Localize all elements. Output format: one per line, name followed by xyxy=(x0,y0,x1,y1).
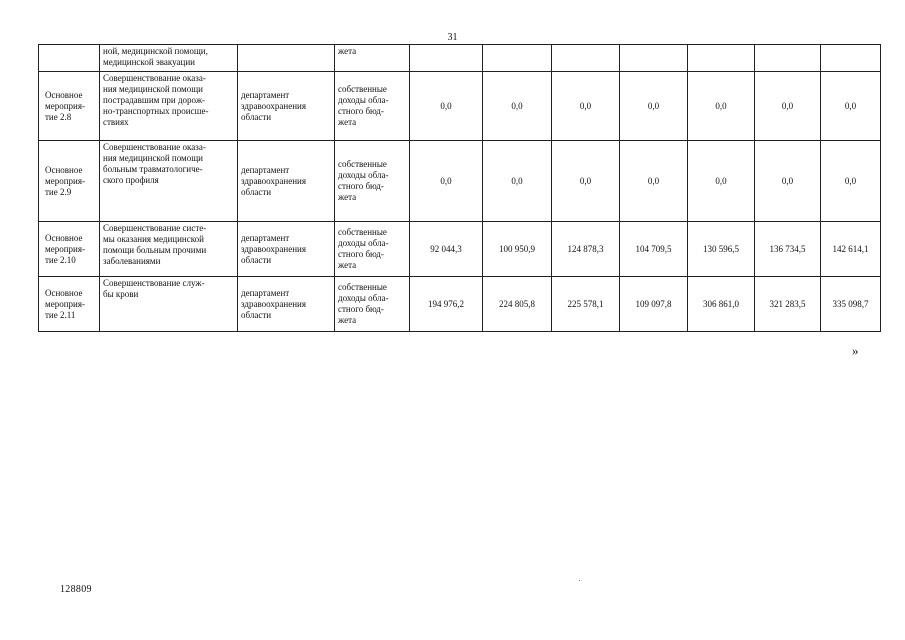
table-body xyxy=(39,45,881,332)
text-line: тие 2.11 xyxy=(45,309,76,320)
text-line: здравоохранения xyxy=(241,100,307,111)
cell-lines xyxy=(241,288,331,321)
text-line: жета xyxy=(338,46,357,56)
table-row xyxy=(39,141,881,222)
text-line: мероприя- xyxy=(45,100,85,111)
value-cell xyxy=(688,45,755,72)
text-line: здравоохранения xyxy=(241,298,307,309)
value-cell: 0,0 xyxy=(821,72,881,141)
code-cell xyxy=(39,141,100,222)
value-cell: 124 878,3 xyxy=(552,222,620,277)
code-cell xyxy=(39,277,100,332)
funding-source-cell xyxy=(335,45,410,72)
value-cell: 0,0 xyxy=(410,72,483,141)
cell-lines xyxy=(103,223,234,267)
value-cell: 306 861,0 xyxy=(688,277,755,332)
text-line: стного бюд- xyxy=(338,249,384,259)
text-line: тие 2.10 xyxy=(45,254,76,265)
value-cell: 224 805,8 xyxy=(483,277,552,332)
measure-name-cell xyxy=(100,222,238,277)
measure-name-cell xyxy=(100,72,238,141)
value-cell: 92 044,3 xyxy=(410,222,483,277)
cell-lines xyxy=(338,227,406,271)
executor-cell xyxy=(238,277,335,332)
text-line: медицинской эвакуации xyxy=(103,57,195,67)
cell-lines xyxy=(45,165,96,198)
value-cell: 130 596,5 xyxy=(688,222,755,277)
text-line: собственные xyxy=(338,84,387,94)
text-line: здравоохранения xyxy=(241,243,307,254)
table-row xyxy=(39,277,881,332)
value-cell: 0,0 xyxy=(688,141,755,222)
text-line: бы крови xyxy=(103,289,139,299)
text-line: доходы обла- xyxy=(338,95,389,105)
text-line: доходы обла- xyxy=(338,170,389,180)
value-cell: 0,0 xyxy=(552,141,620,222)
text-line: жета xyxy=(338,260,357,270)
value-cell xyxy=(755,45,821,72)
value-cell xyxy=(821,45,881,72)
cell-lines xyxy=(241,90,331,123)
text-line: помощи больным прочими xyxy=(103,245,207,255)
text-line: больным травматологиче- xyxy=(103,164,203,174)
executor-cell xyxy=(238,141,335,222)
cell-lines xyxy=(45,90,96,123)
text-line: мероприя- xyxy=(45,175,85,186)
text-line: ния медицинской помощи xyxy=(103,153,204,163)
text-line: жета xyxy=(338,192,357,202)
value-cell: 0,0 xyxy=(410,141,483,222)
value-cell: 136 734,5 xyxy=(755,222,821,277)
measure-name-cell xyxy=(100,141,238,222)
text-line: Основное xyxy=(45,164,83,175)
text-line: Основное xyxy=(45,232,83,243)
funding-source-cell xyxy=(335,141,410,222)
page-number: 31 xyxy=(447,32,458,43)
text-line: области xyxy=(241,186,272,197)
text-line: собственные xyxy=(338,282,387,292)
text-line: жета xyxy=(338,315,357,325)
text-line: собственные xyxy=(338,159,387,169)
value-cell: 0,0 xyxy=(552,72,620,141)
code-cell xyxy=(39,222,100,277)
funding-source-cell xyxy=(335,277,410,332)
funding-source-cell xyxy=(335,72,410,141)
text-line: Совершенствование оказа- xyxy=(103,73,206,83)
value-cell: 100 950,9 xyxy=(483,222,552,277)
value-cell xyxy=(483,45,552,72)
text-line: Совершенствование служ- xyxy=(103,278,205,288)
value-cell xyxy=(552,45,620,72)
closing-quote: » xyxy=(852,343,859,358)
text-line: Основное xyxy=(45,89,83,100)
executor-cell xyxy=(238,72,335,141)
cell-lines xyxy=(338,159,406,203)
value-cell: 0,0 xyxy=(755,141,821,222)
text-line: собственные xyxy=(338,227,387,237)
text-line: здравоохранения xyxy=(241,175,307,186)
value-cell: 0,0 xyxy=(620,141,688,222)
text-line: мы оказания медицинской xyxy=(103,234,204,244)
text-line: тие 2.9 xyxy=(45,186,72,197)
cell-lines xyxy=(45,233,96,266)
scan-speck xyxy=(579,580,580,581)
code-cell xyxy=(39,45,100,72)
value-cell xyxy=(620,45,688,72)
text-line: области xyxy=(241,254,272,265)
table-row xyxy=(39,72,881,141)
cell-lines xyxy=(103,73,234,128)
cell-lines xyxy=(103,142,234,186)
text-line: ского профиля xyxy=(103,175,159,185)
executor-cell xyxy=(238,45,335,72)
text-line: Основное xyxy=(45,287,83,298)
value-cell: 194 976,2 xyxy=(410,277,483,332)
text-line: стного бюд- xyxy=(338,106,384,116)
text-line: ствиях xyxy=(103,117,129,127)
cell-lines xyxy=(338,84,406,128)
text-line: департамент xyxy=(241,164,290,175)
table-row xyxy=(39,222,881,277)
cell-lines xyxy=(241,165,331,198)
text-line: Совершенствование оказа- xyxy=(103,142,206,152)
text-line: но-транспортных происше- xyxy=(103,106,209,116)
value-cell: 109 097,8 xyxy=(620,277,688,332)
budget-table xyxy=(38,44,881,332)
text-line: пострадавшим при дорож- xyxy=(103,95,206,105)
text-line: ной, медицинской помощи, xyxy=(103,46,208,56)
value-cell: 0,0 xyxy=(483,141,552,222)
text-line: стного бюд- xyxy=(338,304,384,314)
text-line: доходы обла- xyxy=(338,293,389,303)
cell-lines xyxy=(103,278,234,300)
value-cell: 321 283,5 xyxy=(755,277,821,332)
document-code: 128809 xyxy=(60,584,92,595)
text-line: стного бюд- xyxy=(338,181,384,191)
text-line: области xyxy=(241,111,272,122)
cell-lines xyxy=(103,46,234,68)
funding-source-cell xyxy=(335,222,410,277)
text-line: департамент xyxy=(241,89,290,100)
text-line: Совершенствование систе- xyxy=(103,223,207,233)
value-cell xyxy=(410,45,483,72)
code-cell xyxy=(39,72,100,141)
text-line: доходы обла- xyxy=(338,238,389,248)
cell-lines xyxy=(45,288,96,321)
text-line: жета xyxy=(338,117,357,127)
cell-lines xyxy=(338,46,406,57)
value-cell: 335 098,7 xyxy=(821,277,881,332)
text-line: тие 2.8 xyxy=(45,111,72,122)
value-cell: 225 578,1 xyxy=(552,277,620,332)
text-line: заболеваниями xyxy=(103,256,161,266)
text-line: департамент xyxy=(241,287,290,298)
cell-lines xyxy=(241,233,331,266)
text-line: департамент xyxy=(241,232,290,243)
text-line: мероприя- xyxy=(45,243,85,254)
value-cell: 0,0 xyxy=(620,72,688,141)
value-cell: 0,0 xyxy=(688,72,755,141)
measure-name-cell xyxy=(100,45,238,72)
value-cell: 0,0 xyxy=(755,72,821,141)
value-cell: 142 614,1 xyxy=(821,222,881,277)
table-row-continuation xyxy=(39,45,881,72)
executor-cell xyxy=(238,222,335,277)
text-line: мероприя- xyxy=(45,298,85,309)
value-cell: 104 709,5 xyxy=(620,222,688,277)
text-line: области xyxy=(241,309,272,320)
text-line: ния медицинской помощи xyxy=(103,84,204,94)
measure-name-cell xyxy=(100,277,238,332)
value-cell: 0,0 xyxy=(821,141,881,222)
cell-lines xyxy=(338,282,406,326)
value-cell: 0,0 xyxy=(483,72,552,141)
